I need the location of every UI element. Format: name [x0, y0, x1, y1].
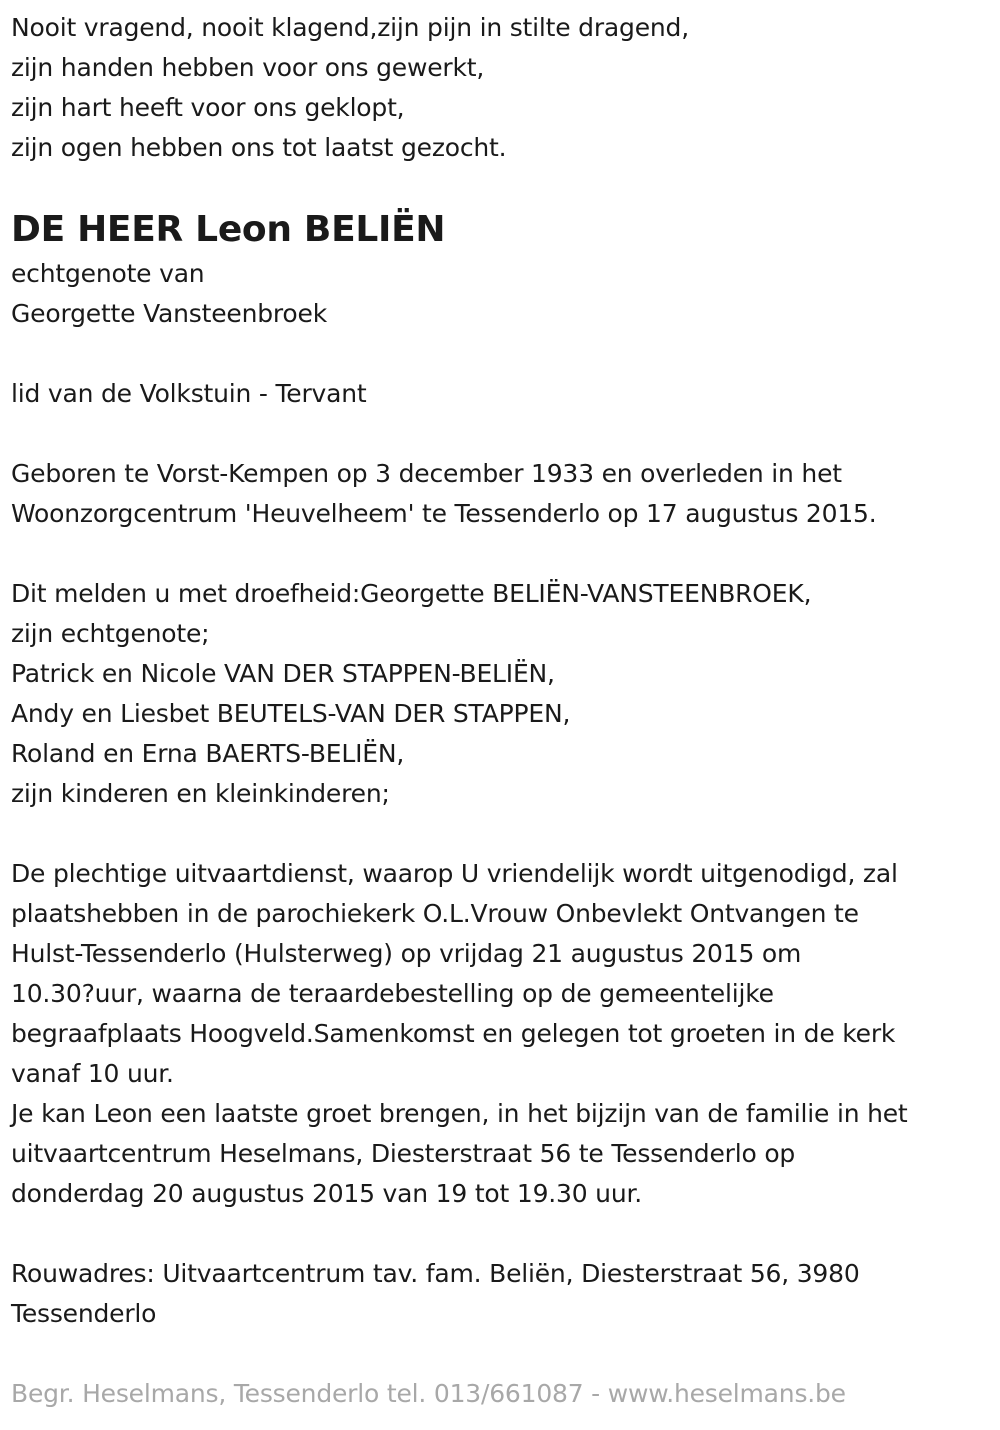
address-line: Rouwadres: Uitvaartcentrum tav. fam. Beliën, Diesterstraat 56, 3980: [11, 1259, 860, 1288]
undertaker-footer: Begr. Heselmans, Tessenderlo tel. 013/661087 - www.heselmans.be: [11, 1379, 846, 1408]
service-block: [11, 854, 996, 1214]
service-line: Hulst-Tessenderlo (Hulsterweg) op vrijdag 21 augustus 2015 om: [11, 939, 802, 968]
poem: [11, 8, 996, 168]
announcers-block: [11, 574, 996, 814]
obituary-document: [11, 8, 996, 1334]
poem-line: zijn handen hebben voor ons gewerkt,: [11, 53, 485, 82]
birth-death-line: Geboren te Vorst-Kempen op 3 december 1933 en overleden in het: [11, 459, 842, 488]
announcer-line: Andy en Liesbet BEUTELS-VAN DER STAPPEN,: [11, 699, 571, 728]
announcer-line: zijn kinderen en kleinkinderen;: [11, 779, 390, 808]
announcer-line: Dit melden u met droefheid:Georgette BELIËN-VANSTEENBROEK,: [11, 579, 812, 608]
spouse-block: [11, 254, 996, 334]
service-line: De plechtige uitvaartdienst, waarop U vriendelijk wordt uitgenodigd, zal: [11, 859, 898, 888]
service-line: uitvaartcentrum Heselmans, Diesterstraat 56 te Tessenderlo op: [11, 1139, 796, 1168]
service-line: begraafplaats Hoogveld.Samenkomst en gelegen tot groeten in de kerk: [11, 1019, 896, 1048]
announcer-line: Roland en Erna BAERTS-BELIËN,: [11, 739, 405, 768]
spouse-line: Georgette Vansteenbroek: [11, 299, 327, 328]
poem-line: zijn hart heeft voor ons geklopt,: [11, 93, 405, 122]
service-line: donderdag 20 augustus 2015 van 19 tot 19.30 uur.: [11, 1179, 643, 1208]
membership-line: lid van de Volkstuin - Tervant: [11, 379, 367, 408]
poem-line: Nooit vragend, nooit klagend,zijn pijn in stilte dragend,: [11, 13, 689, 42]
service-line: vanaf 10 uur.: [11, 1059, 174, 1088]
address-line: Tessenderlo: [11, 1299, 157, 1328]
announcer-line: zijn echtgenote;: [11, 619, 210, 648]
deceased-name-heading: DE HEER Leon BELIËN: [11, 209, 446, 250]
poem-line: zijn ogen hebben ons tot laatst gezocht.: [11, 133, 507, 162]
service-line: 10.30?uur, waarna de teraardebestelling op de gemeentelijke: [11, 979, 774, 1008]
address-block: [11, 1254, 996, 1334]
service-line: Je kan Leon een laatste groet brengen, in het bijzijn van de familie in het: [11, 1099, 908, 1128]
spouse-line: echtgenote van: [11, 259, 205, 288]
announcer-line: Patrick en Nicole VAN DER STAPPEN-BELIËN,: [11, 659, 555, 688]
birth-death-block: [11, 454, 996, 534]
service-line: plaatshebben in de parochiekerk O.L.Vrouw Onbevlekt Ontvangen te: [11, 899, 859, 928]
birth-death-line: Woonzorgcentrum 'Heuvelheem' te Tessenderlo op 17 augustus 2015.: [11, 499, 877, 528]
